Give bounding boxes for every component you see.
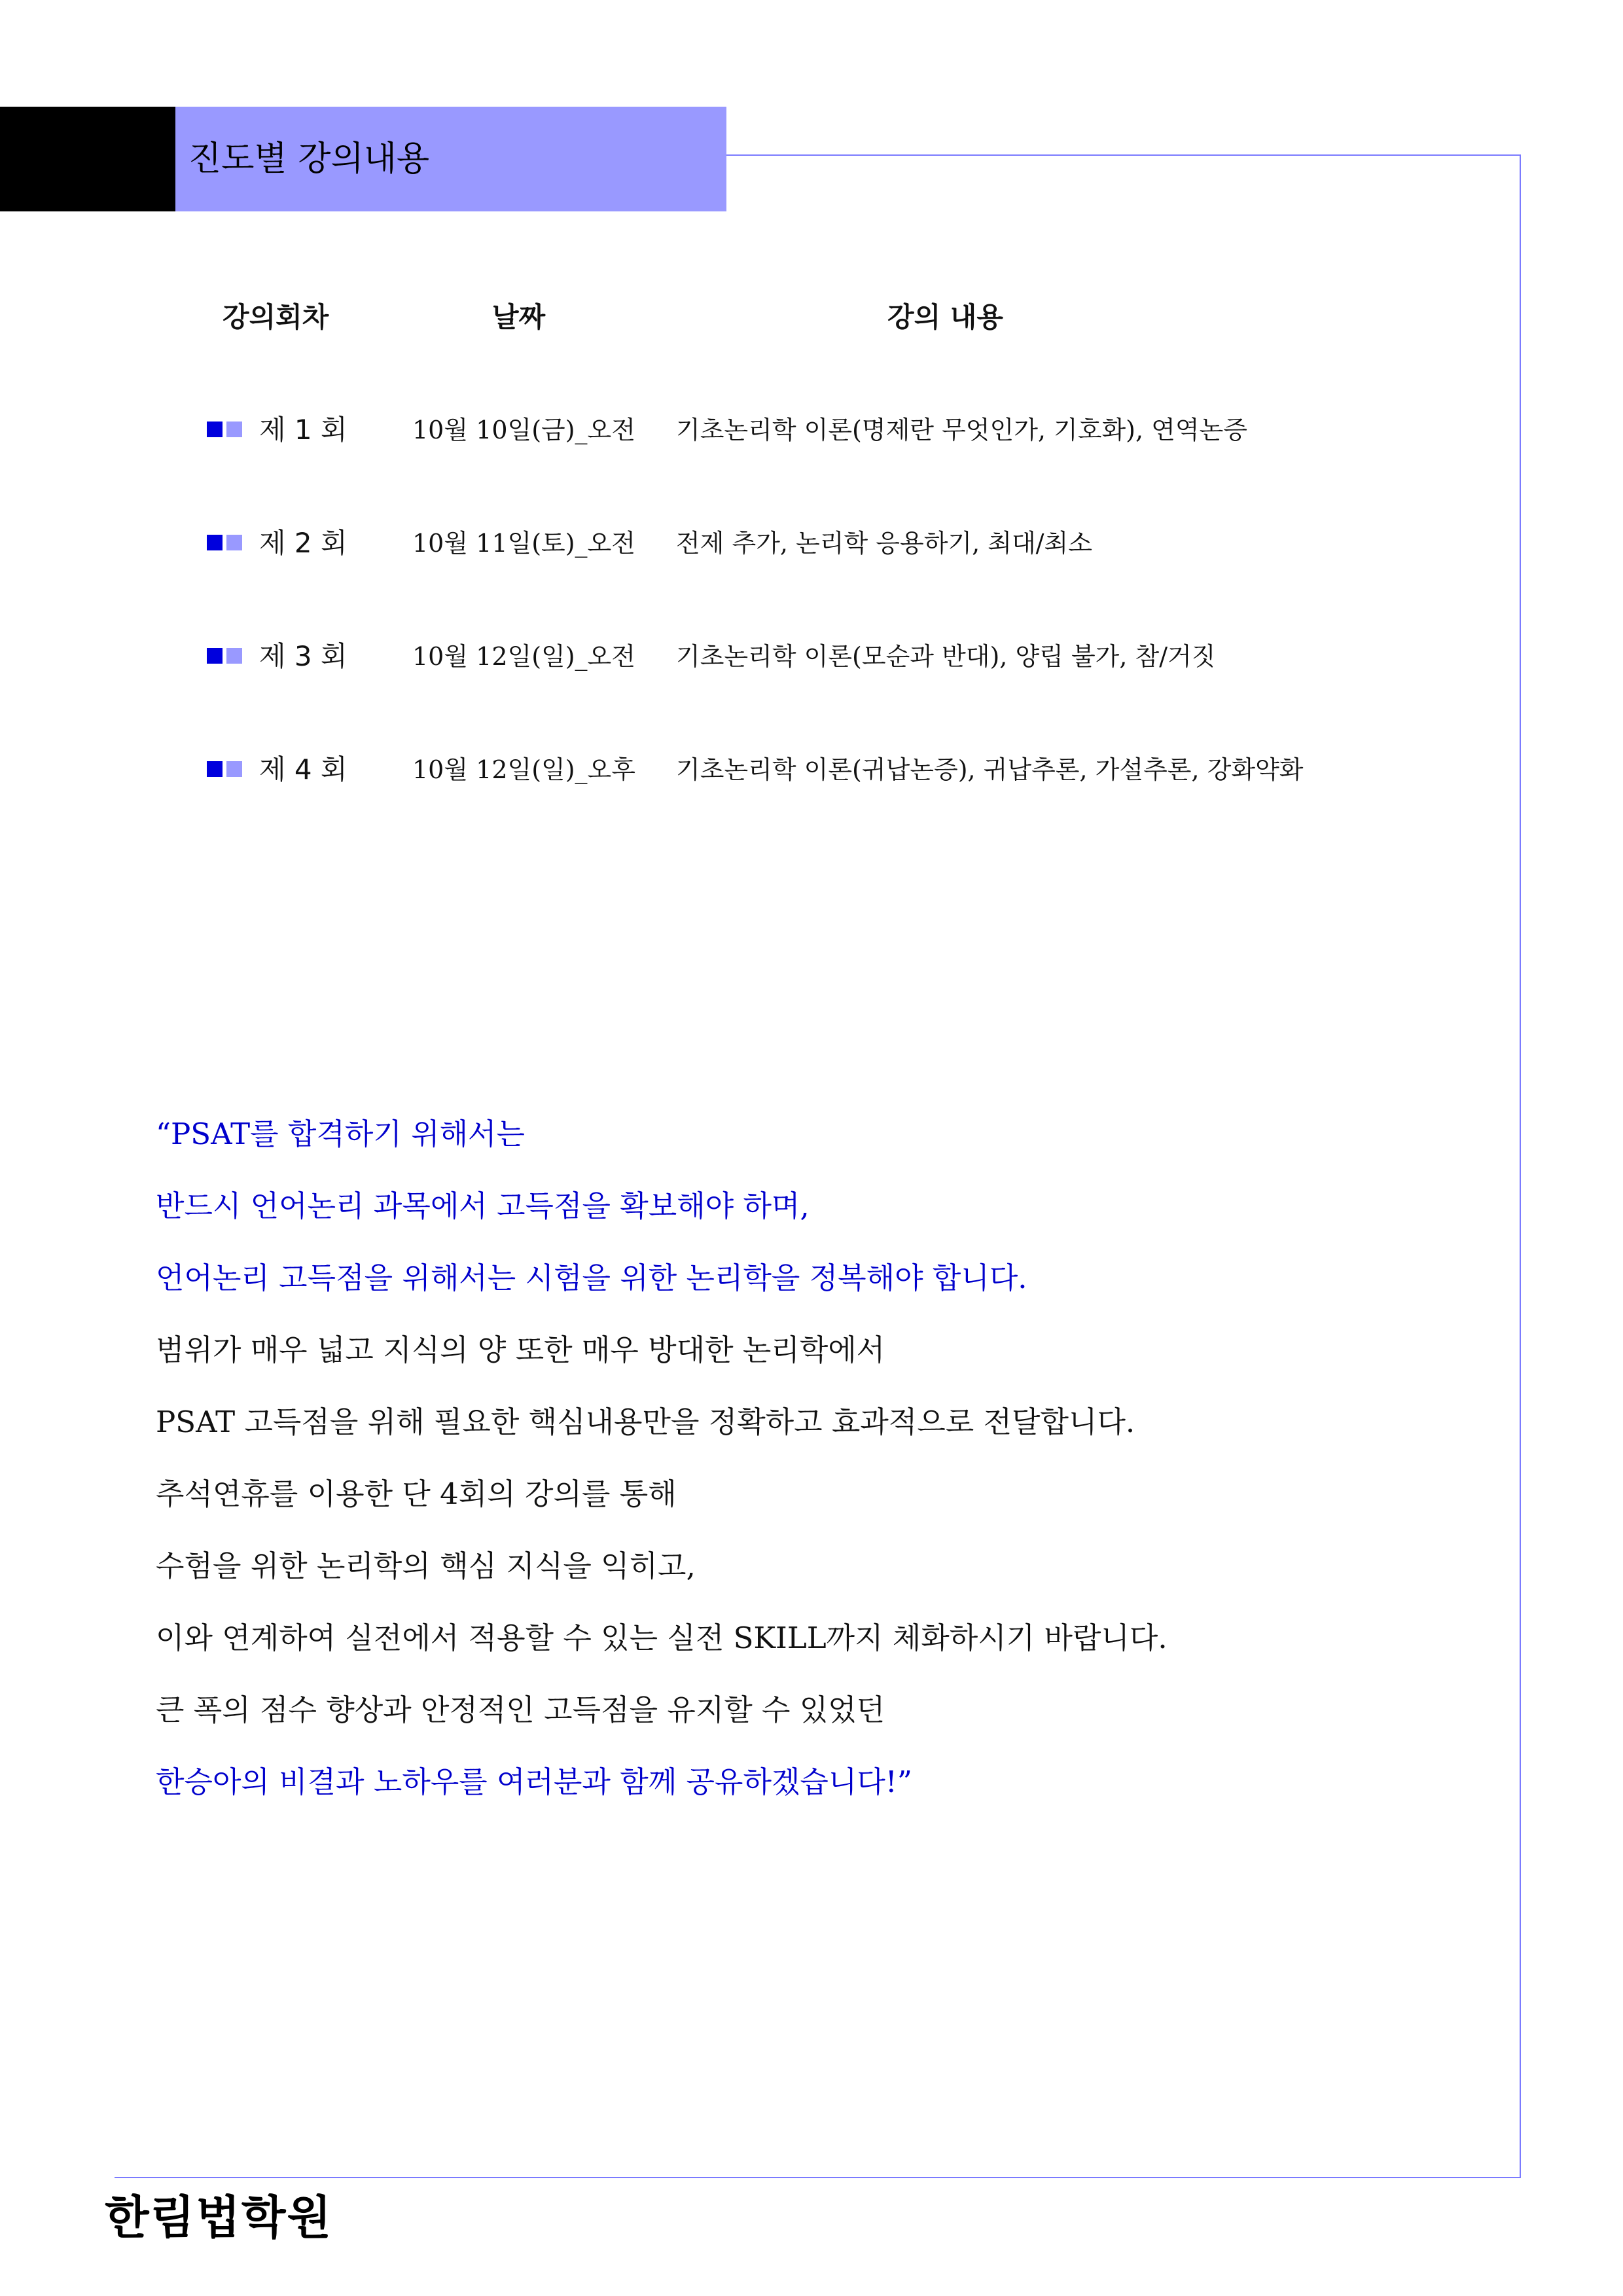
row-content: 기초논리학 이론(모순과 반대), 양립 불가, 참/거짓 [676, 642, 1216, 671]
quote-line: 언어논리 고득점을 위해서는 시험을 위한 논리학을 정복해야 합니다. [156, 1261, 1027, 1295]
header-date: 날짜 [492, 301, 546, 333]
table-row [0, 750, 1505, 789]
row-date: 10월 12일(일)_오전 [412, 642, 635, 671]
frame-right-border [1520, 154, 1521, 2178]
quote-line: 큰 폭의 점수 향상과 안정적인 고득점을 유지할 수 있었던 [156, 1693, 885, 1727]
quote-line: “PSAT를 합격하기 위해서는 [156, 1117, 526, 1151]
row-session: 제 1 회 [259, 414, 348, 446]
header-session: 강의회차 [223, 301, 329, 333]
academy-logo: 한림법학원 [105, 2191, 333, 2244]
bullet-icon [207, 761, 243, 777]
row-date: 10월 10일(금)_오전 [412, 416, 635, 444]
table-row [0, 524, 1505, 563]
quote-line: 추석연휴를 이용한 단 4회의 강의를 통해 [156, 1477, 677, 1511]
quote-line: 수험을 위한 논리학의 핵심 지식을 익히고, [156, 1549, 696, 1583]
row-session: 제 3 회 [259, 640, 348, 672]
header-content: 강의 내용 [887, 301, 1003, 333]
frame-top-border [726, 154, 1521, 156]
quote-line: 반드시 언어논리 과목에서 고득점을 확보해야 하며, [156, 1189, 810, 1223]
quote-line: 범위가 매우 넓고 지식의 양 또한 매우 방대한 논리학에서 [156, 1333, 885, 1367]
row-content: 기초논리학 이론(명제란 무엇인가, 기호화), 연역논증 [676, 416, 1247, 444]
row-content: 전제 추가, 논리학 응용하기, 최대/최소 [676, 529, 1092, 558]
bullet-icon [207, 535, 243, 550]
section-title: 진도별 강의내용 [188, 139, 430, 179]
table-row [0, 637, 1505, 676]
bullet-icon [207, 422, 243, 437]
row-session: 제 4 회 [259, 753, 348, 785]
header-black-block [0, 107, 175, 211]
quote-line: 이와 연계하여 실전에서 적용할 수 있는 실전 SKILL까지 체화하시기 바랍니다. [156, 1621, 1168, 1655]
row-content: 기초논리학 이론(귀납논증), 귀납추론, 가설추론, 강화약화 [676, 755, 1304, 784]
table-row [0, 410, 1505, 450]
quote-line: PSAT 고득점을 위해 필요한 핵심내용만을 정확하고 효과적으로 전달합니다. [156, 1405, 1135, 1439]
row-session: 제 2 회 [259, 527, 348, 559]
frame-bottom-border [115, 2177, 1521, 2178]
quote-line: 한승아의 비결과 노하우를 여러분과 함께 공유하겠습니다!” [156, 1765, 912, 1799]
row-date: 10월 12일(일)_오후 [412, 755, 635, 784]
bullet-icon [207, 648, 243, 664]
section-title-bar [175, 107, 726, 211]
row-date: 10월 11일(토)_오전 [412, 529, 635, 558]
